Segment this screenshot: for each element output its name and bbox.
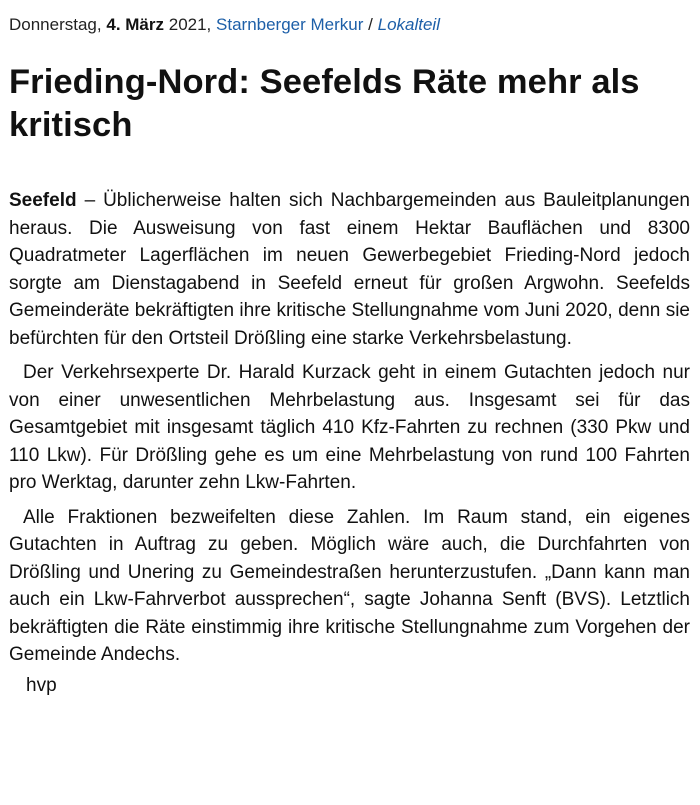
place-name: Seefeld	[9, 190, 77, 211]
paragraph-1	[9, 187, 690, 352]
dateline-weekday: Donnerstag,	[9, 15, 102, 34]
section-link[interactable]: Lokalteil	[377, 15, 440, 34]
dateline-separator: /	[368, 15, 373, 34]
author-initials: hvp	[26, 674, 57, 696]
paragraph-1-text: – Üblicherweise halten sich Nachbargemeinden aus Bauleitplanungen heraus. Die Ausweisung von fast einem Hektar Bauflächen und 8300 Quadratmeter Lagerflächen im neuen Gewerbegebiet Frieding-Nord jedoch sorgte am Dienstagabend in Seefeld erneut für großen Argwohn. Seefelds Gemeinderäte bekräftigten ihre kritische Stellungnahme vom Juni 2020, denn sie befürchten für den Ortsteil Drößling eine starke Verkehrsbelastung.	[9, 190, 691, 349]
article-title: Frieding-Nord: Seefelds Räte mehr als kritisch	[9, 63, 640, 144]
paragraph-3: Alle Fraktionen bezweifelten diese Zahlen. Im Raum stand, ein eigenes Gutachten in Auftrag zu geben. Möglich wäre auch, die Durchfahrten von Drößling und Unering zu Gemeindestraßen herunterzustufen. „Dann kann man auch ein Lkw-Fahrverbot aussprechen“, sagte Johanna Senft (BVS). Letztlich bekräftigten die Räte einstimmig ihre kritische Stellungnahme zum Vorgehen der Gemeinde Andechs.	[9, 506, 690, 665]
dateline-year: 2021,	[168, 15, 212, 34]
article-body	[9, 187, 690, 699]
paragraph-2: Der Verkehrsexperte Dr. Harald Kurzack geht in einem Gutachten jedoch nur von einer unwesentlichen Mehrbelastung aus. Insgesamt sei für das Gesamtgebiet mit insgesamt täglich 410 Kfz-Fahrten zu rechnen (330 Pkw und 110 Lkw). Für Drößling gehe es um eine Mehrbelastung von rund 100 Fahrten pro Werktag, darunter zehn Lkw-Fahrten.	[9, 362, 690, 493]
publication-link[interactable]: Starnberger Merkur	[216, 15, 364, 34]
dateline-date: 4. März	[106, 15, 164, 34]
dateline	[9, 12, 690, 38]
